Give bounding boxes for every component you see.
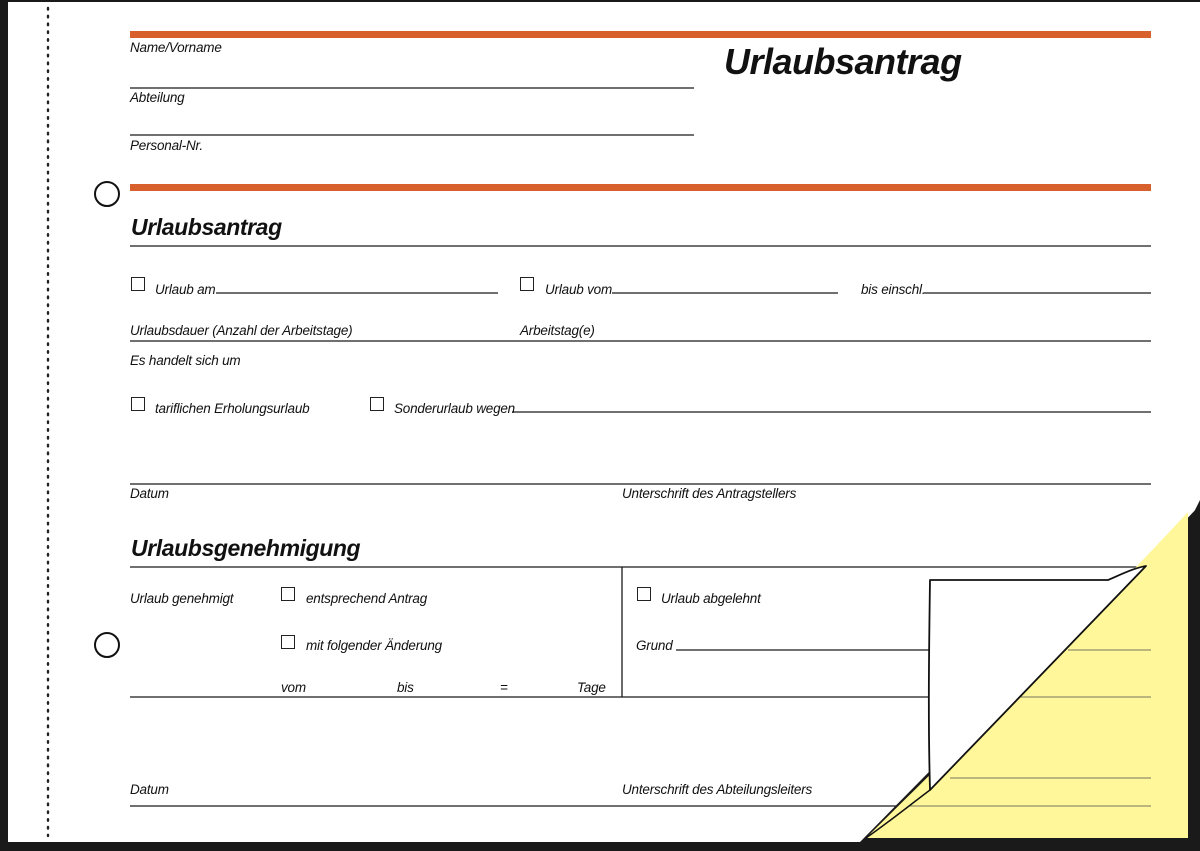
with-change-label: mit folgender Änderung: [306, 638, 442, 653]
as-requested-label: entsprechend Antrag: [306, 591, 428, 606]
days-label: Tage: [577, 680, 606, 695]
change-to-label: bis: [397, 680, 414, 695]
workdays-label: Arbeitstag(e): [520, 323, 595, 338]
vacation-approved-label: Urlaub genehmigt: [130, 591, 234, 606]
personnel-number-field-label: Personal-Nr.: [130, 138, 203, 153]
request-date-label: Datum: [130, 486, 169, 501]
name-field-label: Name/Vorname: [130, 40, 222, 55]
leave-type-prompt: Es handelt sich um: [130, 353, 241, 368]
approval-section-heading: Urlaubsgenehmigung: [131, 535, 361, 561]
special-leave-label: Sonderurlaub wegen: [394, 401, 515, 416]
equals-sign: =: [500, 680, 508, 695]
applicant-signature-label: Unterschrift des Antragstellers: [622, 486, 797, 501]
form-title: Urlaubsantrag: [724, 41, 962, 82]
reason-label: Grund: [636, 638, 673, 653]
until-inclusive-label: bis einschl.: [861, 282, 926, 297]
regular-leave-label: tariflichen Erholungsurlaub: [155, 401, 310, 416]
manager-signature-label: Unterschrift des Abteilungsleiters: [622, 782, 813, 797]
department-field-label: Abteilung: [130, 90, 185, 105]
vacation-on-label: Urlaub am: [155, 282, 216, 297]
request-section-heading: Urlaubsantrag: [131, 214, 282, 240]
vacation-rejected-label: Urlaub abgelehnt: [661, 591, 761, 606]
vacation-from-label: Urlaub vom: [545, 282, 613, 297]
change-from-label: vom: [281, 680, 306, 695]
vacation-duration-label: Urlaubsdauer (Anzahl der Arbeitstage): [130, 323, 353, 338]
approval-date-label: Datum: [130, 782, 169, 797]
